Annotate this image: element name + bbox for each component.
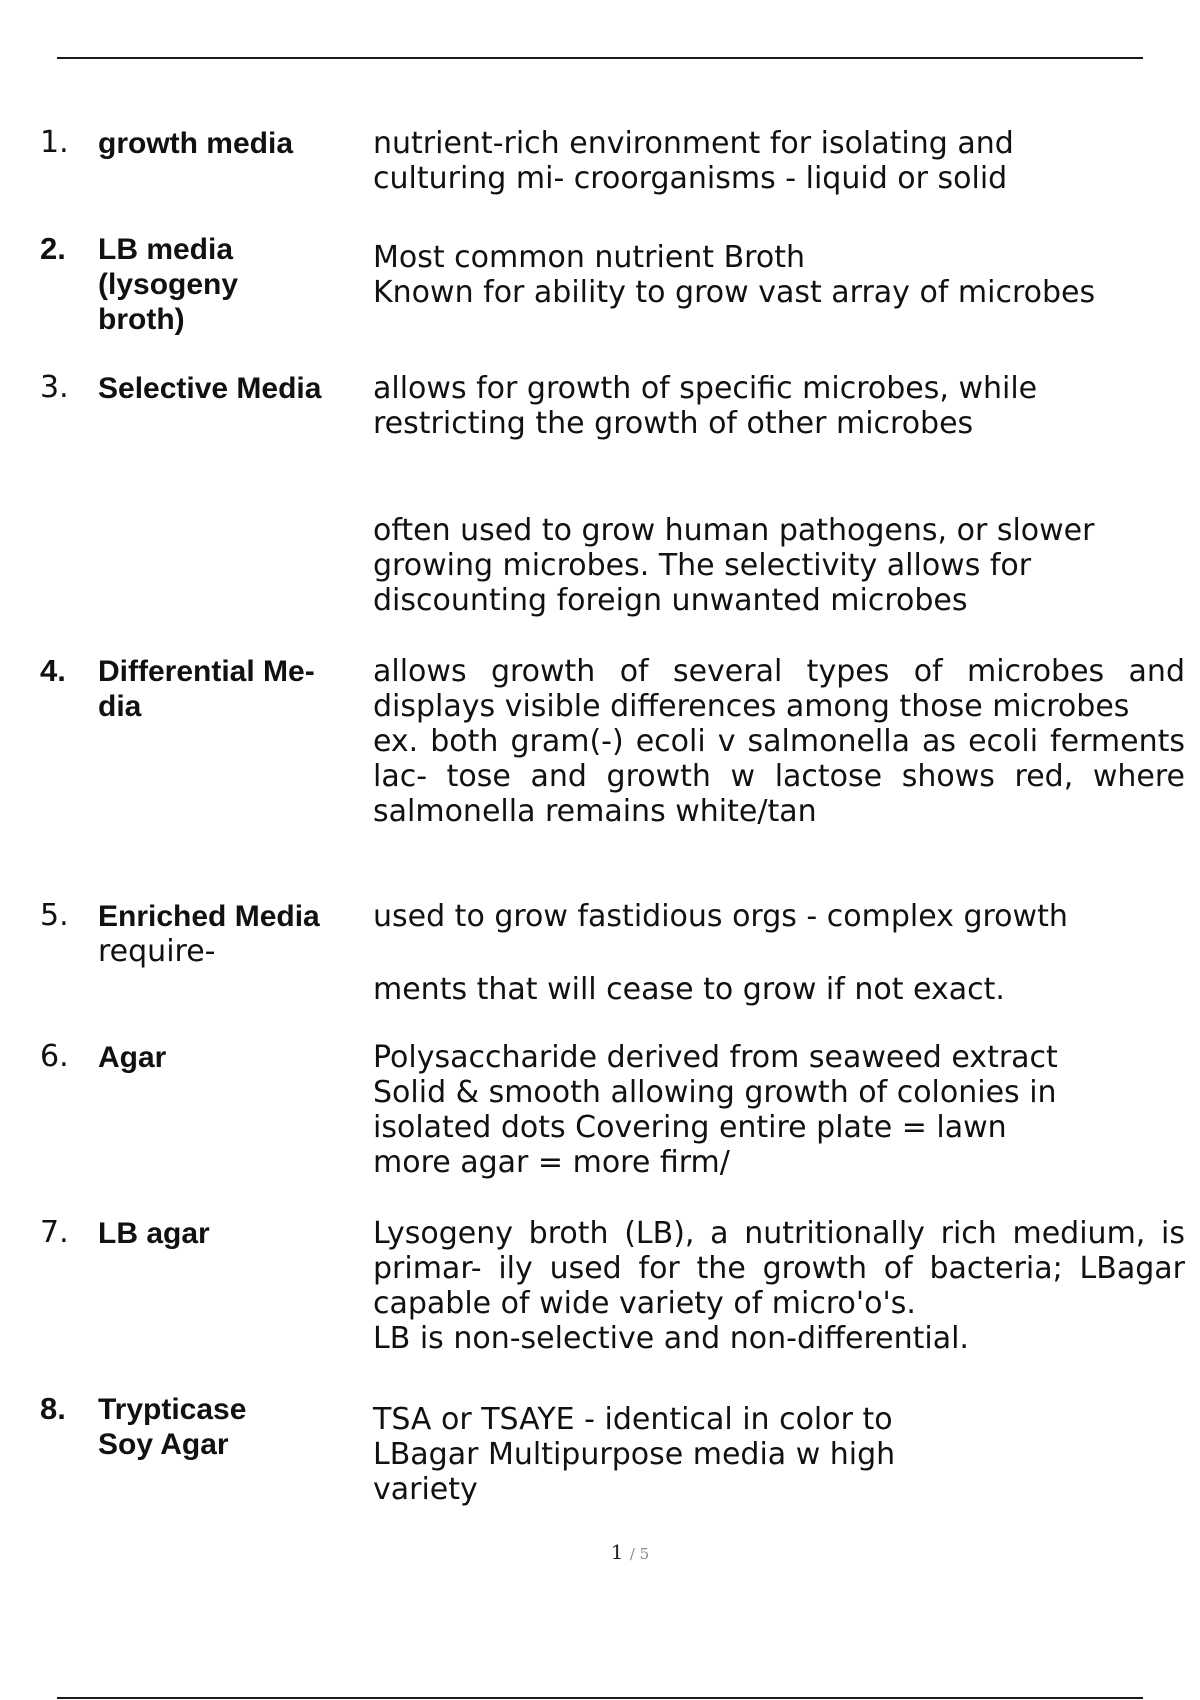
term: LB media (lysogeny broth) — [98, 233, 239, 336]
term: growth media — [98, 127, 294, 160]
definition-text: Known for ability to grow vast array of microbes — [373, 275, 1096, 310]
definition-text: Most common nutrient Broth — [373, 240, 805, 275]
definition-text: allows for growth of specific microbes, while restricting the growth of other microbes — [373, 371, 1038, 441]
definition — [373, 899, 1185, 1007]
definition — [373, 1216, 1185, 1356]
term: Agar — [98, 1041, 167, 1074]
item-number: 3. — [40, 370, 69, 405]
definition-text: ments that will cease to grow if not exact. — [373, 972, 1005, 1007]
definition — [373, 240, 1185, 310]
definition-text: more agar = more firm/ — [373, 1145, 730, 1180]
definition-text: used to grow fastidious orgs - complex growth — [373, 899, 1068, 934]
item-number: 2. — [40, 231, 66, 266]
bottom-rule — [57, 1697, 1143, 1699]
definition-text: ex. both gram(-) ecoli v salmonella as ecoli ferments lac- tose and growth w lactose shows red, where salmonella remains white/tan — [373, 724, 1185, 829]
total-pages: / 5 — [629, 1545, 650, 1563]
definition — [373, 654, 1185, 829]
term: Trypticase Soy Agar — [98, 1393, 247, 1461]
definition-text: LB is non-selective and non-differential. — [373, 1321, 969, 1356]
item-number: 8. — [40, 1391, 66, 1426]
definition-text: Lysogeny broth (LB), a nutritionally rich medium, is primar- ily used for the growth of bacteria; LBagar capable of wide variety of micro'o's. — [373, 1216, 1185, 1321]
definition-text: allows growth of several types of microbes and displays visible differences among those microbes — [373, 654, 1185, 724]
definition-text: TSA or TSAYE - identical in color to LBagar Multipurpose media w high variety — [373, 1402, 896, 1507]
item-number: 6. — [40, 1039, 69, 1074]
definition-text: Polysaccharide derived from seaweed extract Solid & smooth allowing growth of colonies in isolated dots Covering entire plate = lawn — [373, 1040, 1058, 1145]
term: Selective Media — [98, 372, 322, 405]
definition — [373, 371, 1113, 618]
top-rule — [57, 57, 1143, 59]
item-number: 7. — [40, 1215, 69, 1250]
term-continuation: require- — [98, 934, 216, 969]
definition-text: often used to grow human pathogens, or slower growing microbes. The selectivity allows for discounting foreign unwanted microbes — [373, 513, 1095, 618]
definition-text: nutrient-rich environment for isolating and culturing mi- croorganisms - liquid or solid — [373, 126, 1014, 196]
definition — [373, 126, 1073, 196]
page-number — [0, 1540, 1200, 1564]
current-page: 1 — [610, 1540, 624, 1564]
definition — [373, 1040, 1113, 1180]
term: Enriched Media — [98, 900, 320, 933]
item-number: 5. — [40, 898, 69, 933]
definition — [373, 1402, 953, 1507]
term: LB agar — [98, 1217, 210, 1250]
item-number: 1. — [40, 125, 69, 160]
item-number: 4. — [40, 653, 66, 688]
term: Differential Me- dia — [98, 655, 315, 723]
